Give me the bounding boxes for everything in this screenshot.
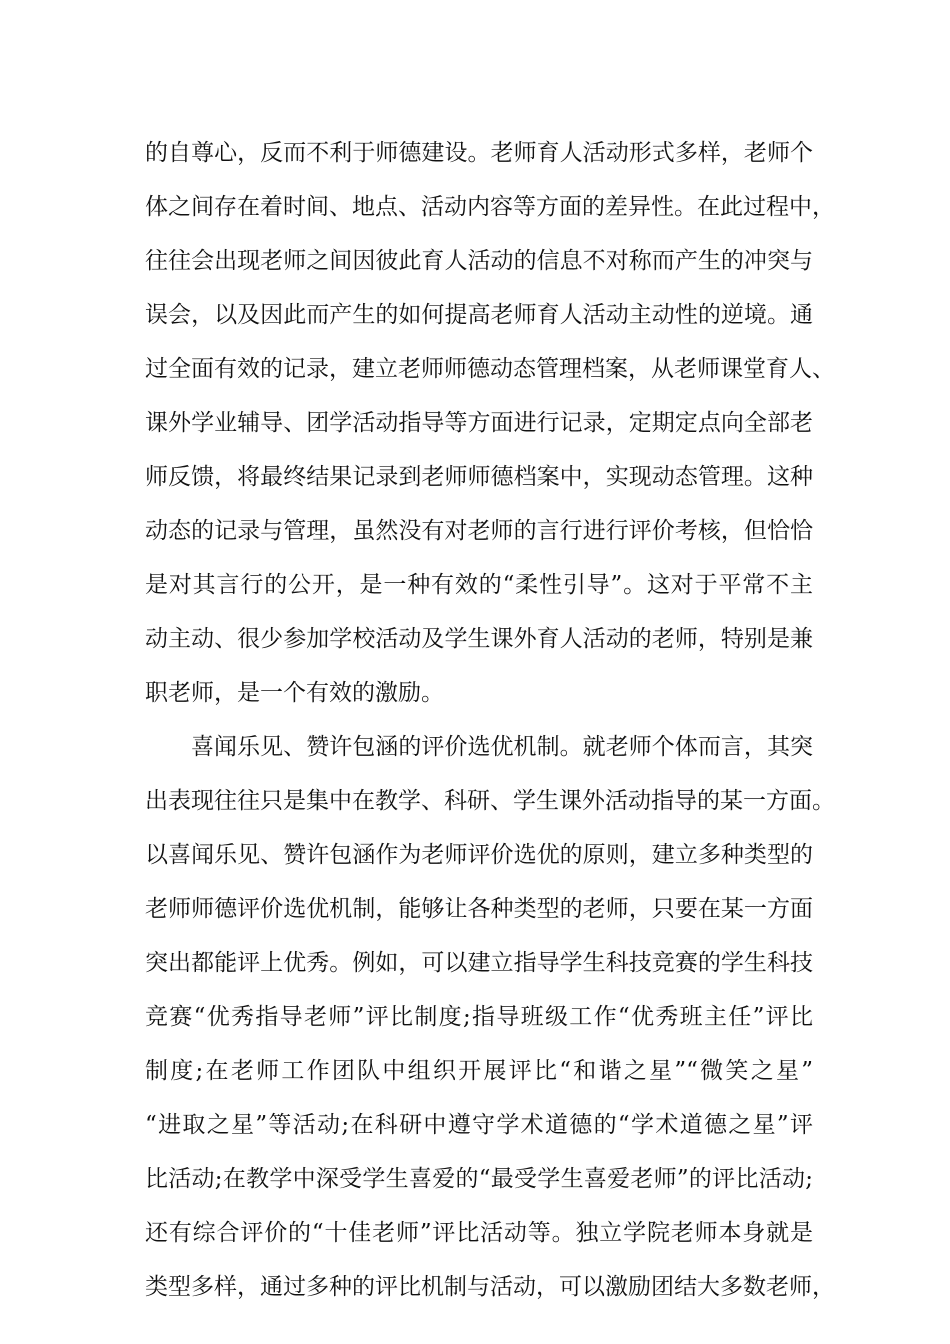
text-line: 还有综合评价的“十佳老师”评比活动等。独立学院老师本身就是 (145, 1220, 813, 1246)
paragraph-1 (145, 126, 835, 720)
text-line: 制度;在老师工作团队中组织开展评比“和谐之星”“微笑之星” (145, 1058, 813, 1084)
text-line: 误会，以及因此而产生的如何提高老师育人活动主动性的逆境。通 (145, 302, 813, 328)
text-line: 动主动、很少参加学校活动及学生课外育人活动的老师，特别是兼 (145, 626, 813, 652)
text-line: 以喜闻乐见、赞许包涵作为老师评价选优的原则，建立多种类型的 (145, 842, 813, 868)
text-line: “进取之星”等活动;在科研中遵守学术道德的“学术道德之星”评 (145, 1112, 813, 1138)
text-line: 竞赛“优秀指导老师”评比制度;指导班级工作“优秀班主任”评比 (145, 1004, 813, 1030)
text-line: 课外学业辅导、团学活动指导等方面进行记录，定期定点向全部老 (145, 410, 813, 436)
text-line: 喜闻乐见、赞许包涵的评价选优机制。就老师个体而言，其突 (191, 734, 813, 760)
text-line: 往往会出现老师之间因彼此育人活动的信息不对称而产生的冲突与 (145, 248, 813, 274)
text-line: 师反馈，将最终结果记录到老师师德档案中，实现动态管理。这种 (145, 464, 813, 490)
text-line: 体之间存在着时间、地点、活动内容等方面的差异性。在此过程中， (145, 194, 835, 220)
text-line: 职老师，是一个有效的激励。 (145, 680, 444, 706)
text-line: 突出都能评上优秀。例如，可以建立指导学生科技竞赛的学生科技 (145, 950, 813, 976)
text-line: 过全面有效的记录，建立老师师德动态管理档案，从老师课堂育人、 (145, 356, 835, 382)
text-line: 类型多样，通过多种的评比机制与活动，可以激励团结大多数老师， (145, 1274, 835, 1300)
text-line: 老师师德评价选优机制，能够让各种类型的老师，只要在某一方面 (145, 896, 813, 922)
text-line: 动态的记录与管理，虽然没有对老师的言行进行评价考核，但恰恰 (145, 518, 813, 544)
text-line: 的自尊心，反而不利于师德建设。老师育人活动形式多样，老师个 (145, 140, 813, 166)
text-line: 出表现往往只是集中在教学、科研、学生课外活动指导的某一方面。 (145, 788, 835, 814)
paragraph-2 (145, 720, 835, 1314)
text-line: 是对其言行的公开，是一种有效的“柔性引导”。这对于平常不主 (145, 572, 813, 598)
body-text (145, 126, 835, 1314)
text-line: 比活动;在教学中深受学生喜爱的“最受学生喜爱老师”的评比活动; (145, 1166, 813, 1192)
